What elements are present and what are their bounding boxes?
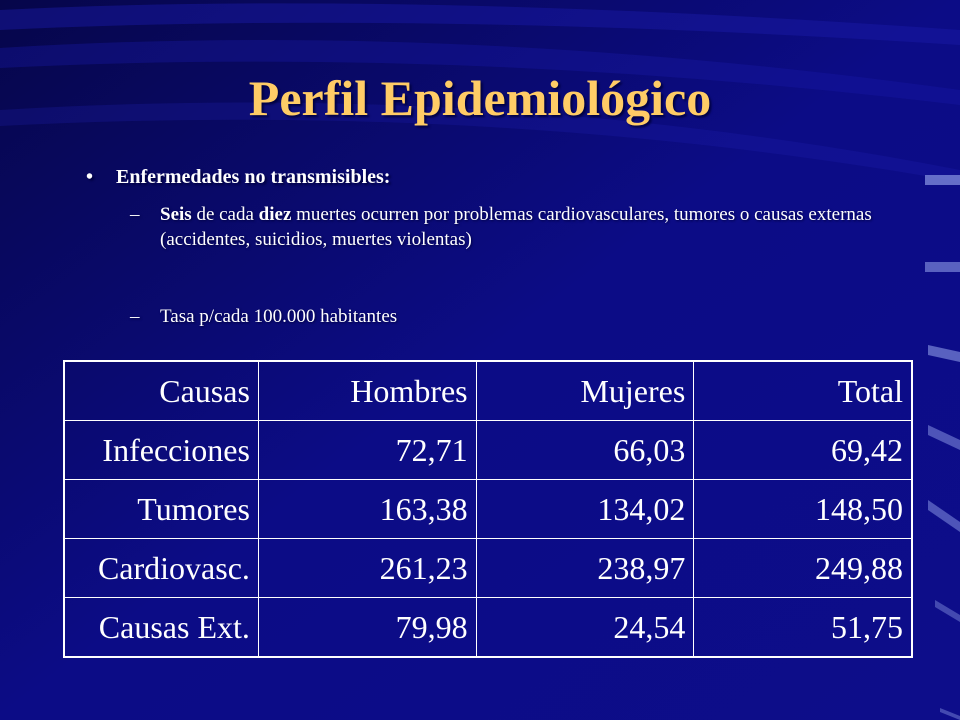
table-cell: 163,38	[258, 480, 476, 539]
table-row	[64, 539, 912, 598]
sub-bullet-dash: –	[130, 204, 140, 225]
main-bullet	[86, 164, 390, 190]
header-cell: Mujeres	[476, 361, 694, 421]
table-cell: 261,23	[258, 539, 476, 598]
text-fragment: muertes ocurren por problemas cardiovasculares, tumores o causas externas (accidentes, suicidios, muertes violentas)	[160, 204, 872, 250]
table-cell: 148,50	[694, 480, 912, 539]
table-row	[64, 421, 912, 480]
mortality-rate-table	[63, 360, 913, 658]
sub-bullet-text: Tasa p/cada 100.000 habitantes	[160, 306, 398, 327]
bullet-text: Enfermedades no transmisibles:	[116, 166, 391, 188]
table-cell: 238,97	[476, 539, 694, 598]
text-fragment: de cada	[191, 204, 259, 225]
slide-title: Perfil Epidemiológico	[248, 70, 712, 126]
table-cell: 249,88	[694, 539, 912, 598]
table-cell: Infecciones	[64, 421, 258, 480]
table-cell: 79,98	[258, 598, 476, 658]
table-cell: 134,02	[476, 480, 694, 539]
table-cell: Causas Ext.	[64, 598, 258, 658]
table-cell: 72,71	[258, 421, 476, 480]
table-row	[64, 480, 912, 539]
table-cell: Tumores	[64, 480, 258, 539]
header-cell: Causas	[64, 361, 258, 421]
table-cell: 24,54	[476, 598, 694, 658]
table-cell: Cardiovasc.	[64, 539, 258, 598]
table-row	[64, 598, 912, 658]
header-cell: Total	[694, 361, 912, 421]
sub-bullet-dash: –	[130, 306, 140, 327]
table-header-row	[64, 361, 912, 421]
bold-word: Seis	[160, 204, 192, 225]
table-cell: 69,42	[694, 421, 912, 480]
header-cell: Hombres	[258, 361, 476, 421]
table-cell: 51,75	[694, 598, 912, 658]
table-cell: 66,03	[476, 421, 694, 480]
bold-word: diez	[258, 204, 292, 225]
bullet-marker: •	[86, 166, 94, 188]
sub-bullet-text	[160, 202, 920, 252]
